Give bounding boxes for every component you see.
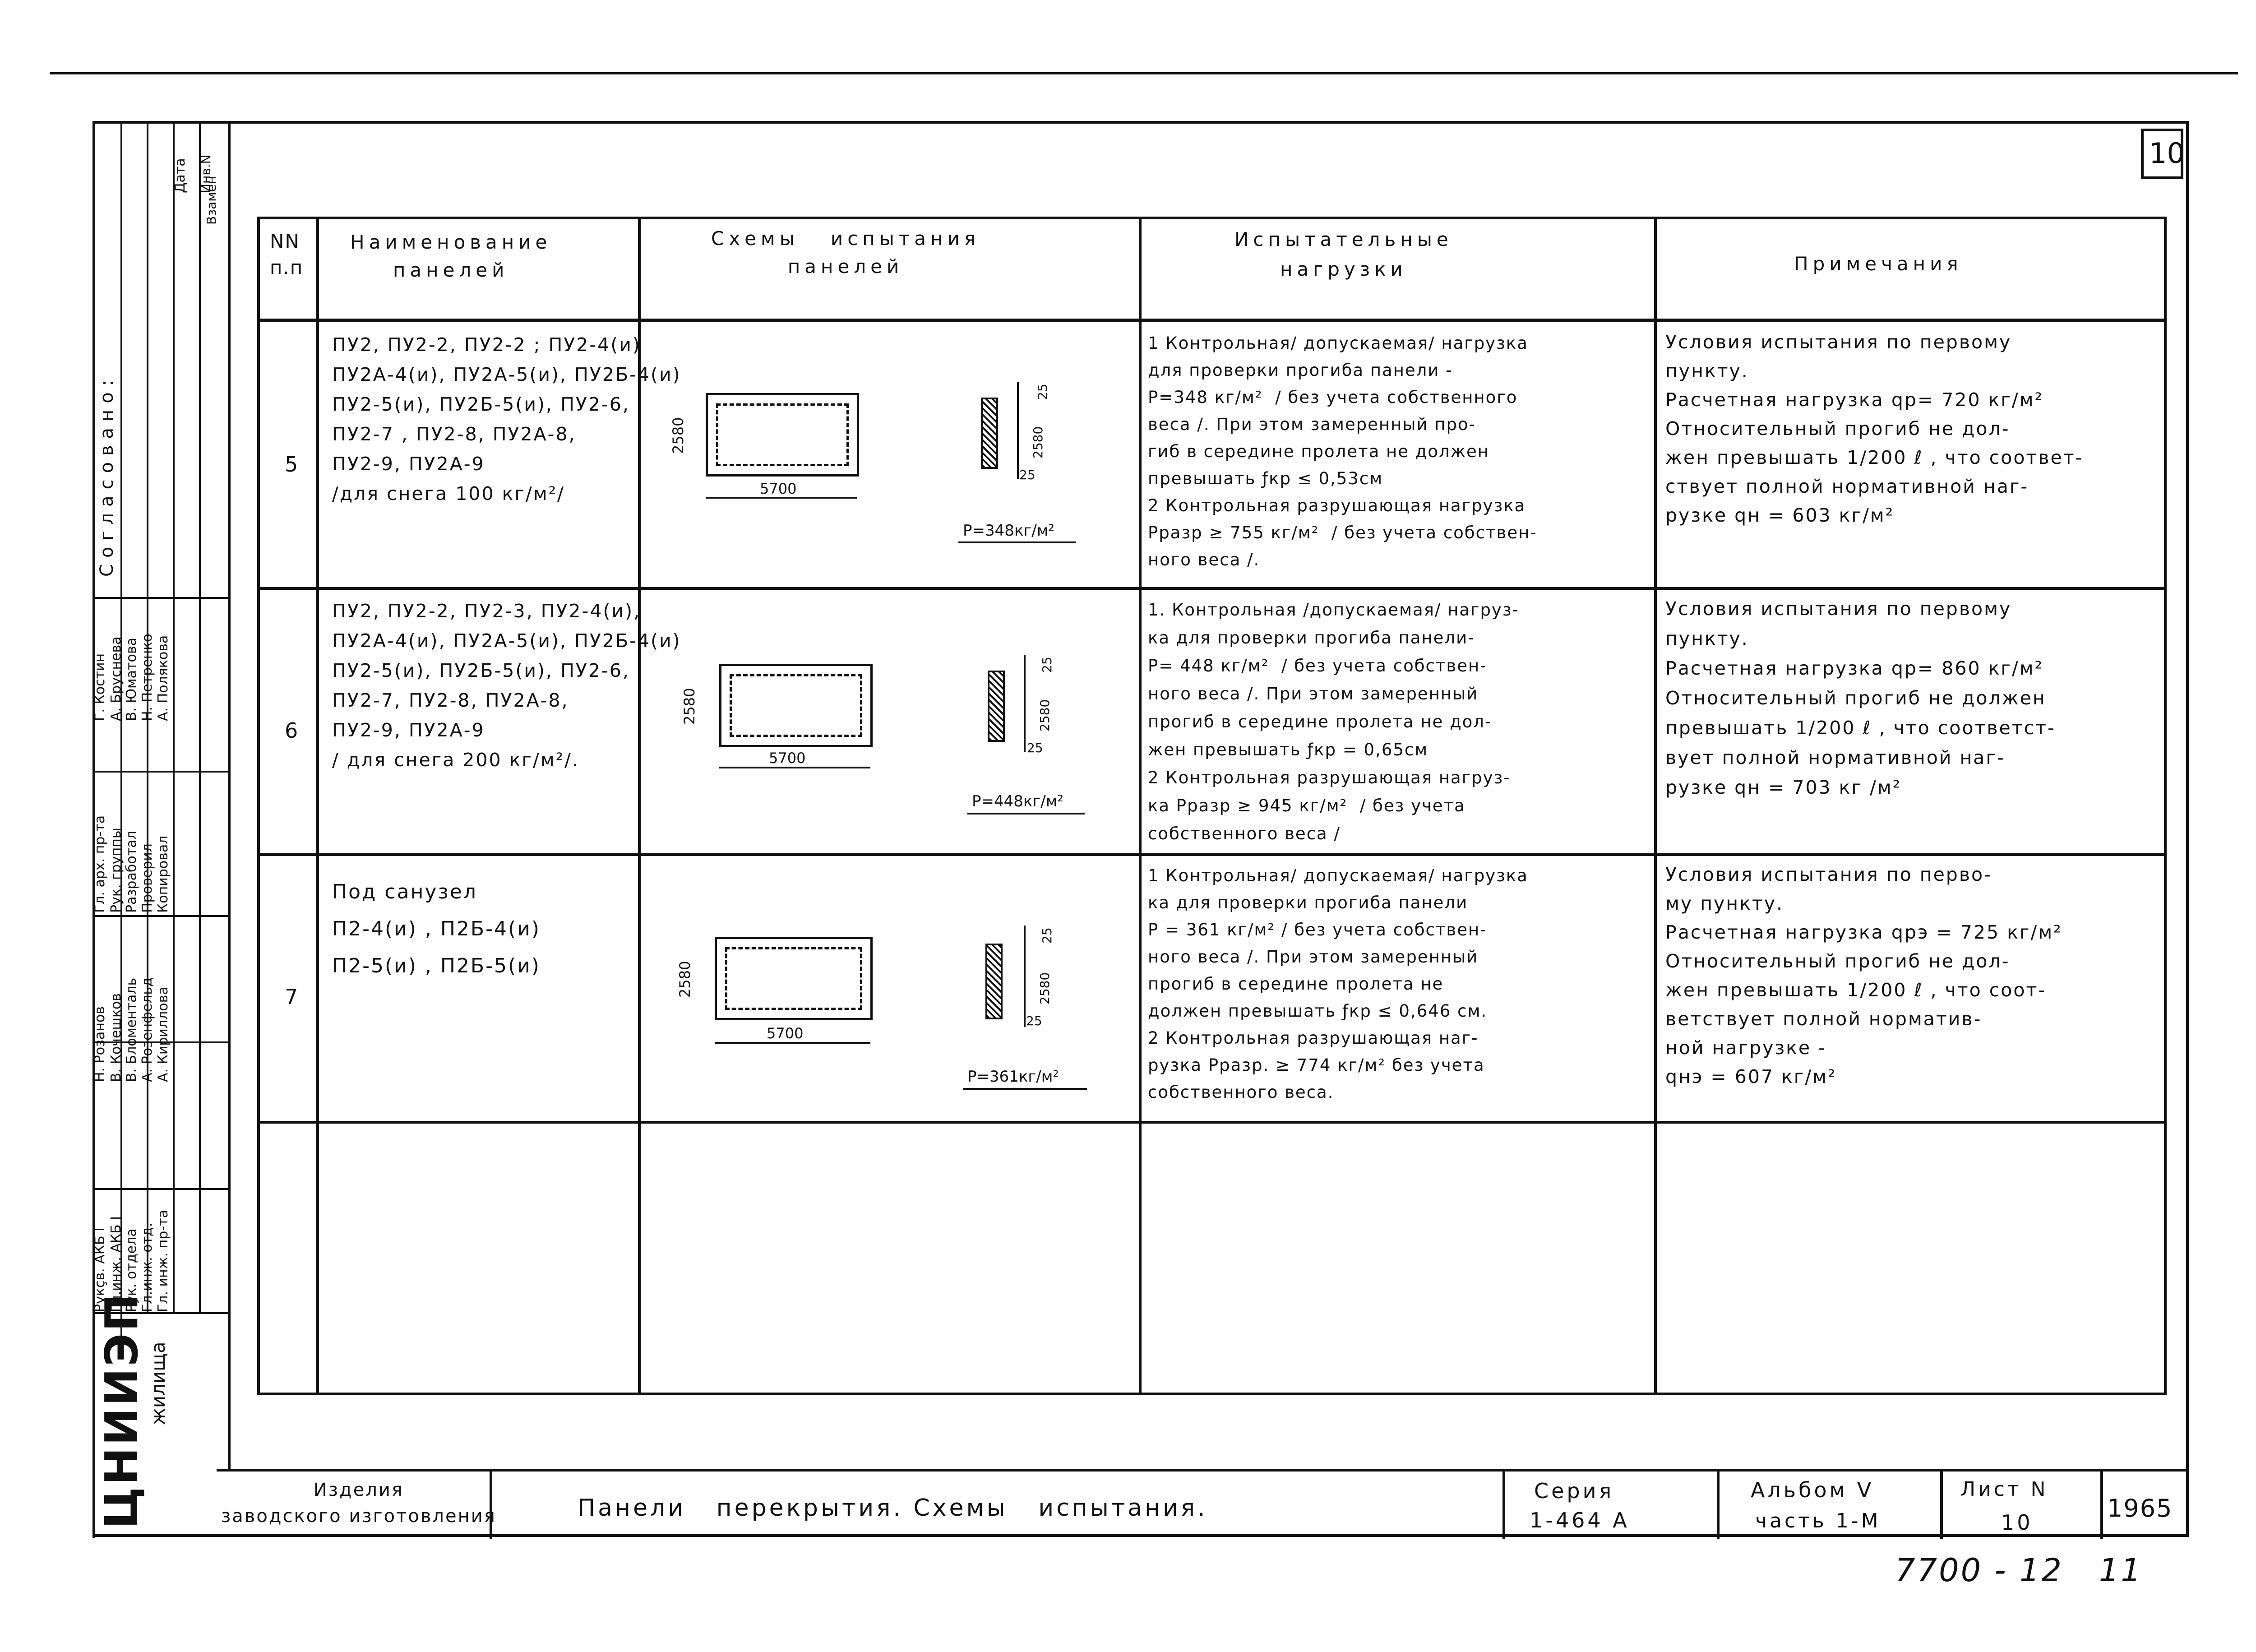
stamp-name2-4: Н. Петренко bbox=[139, 634, 155, 721]
row7-width-line bbox=[715, 1042, 870, 1044]
row5-panel-plan bbox=[706, 393, 859, 477]
stamp-role-4: Гл.инж. отд. bbox=[139, 1222, 155, 1312]
row7-loads: 1 Контрольная/ допускаемая/ нагрузка ка для проверки прогиба панели P = 361 кг/м² / без учета собствен- ного веса /. При этом замеренный прогиб в середине пролета не должен превышать ƒкр ≤ 0,646 см. 2 Контрольная разрушающая наг- рузка Pразр. ≥ 774 кг/м² без учета собственного веса. bbox=[1148, 866, 1528, 1102]
row6-section-dimline bbox=[1024, 655, 1026, 752]
row6-section bbox=[988, 671, 1005, 742]
row5-scheme bbox=[638, 319, 1139, 587]
stamp-inv-label: Инв.N bbox=[199, 154, 213, 193]
header-loads: Испытательные нагрузки bbox=[1234, 228, 1453, 280]
stamp-role2-3: Разработал bbox=[124, 831, 139, 913]
stamp-name-1: Н. Розанов bbox=[92, 1006, 108, 1082]
title-block bbox=[217, 1469, 2188, 1539]
row6-panels: ПУ2, ПУ2-2, ПУ2-3, ПУ2-4(и), ПУ2А-4(и), ПУ2А-5(и), ПУ2Б-4(и) ПУ2-5(и), ПУ2Б-5(и), ПУ2-6, ПУ2-7, ПУ2-8, ПУ2А-8, ПУ2-9, ПУ2А-9 / для снега 200 кг/м²/. bbox=[332, 600, 681, 771]
frame-left-inner bbox=[228, 121, 231, 1470]
tb-series-value: 1-464 А bbox=[1530, 1508, 1630, 1532]
row5-edge-top: 25 bbox=[1035, 384, 1050, 400]
row7-load-line bbox=[963, 1088, 1087, 1090]
row6-load: P=448кг/м² bbox=[972, 792, 1064, 810]
tb-year: 1965 bbox=[2107, 1494, 2173, 1522]
top-border-line bbox=[50, 72, 2238, 74]
row5-width-dim: 5700 bbox=[760, 480, 797, 497]
stamp-replaced-label: Взамен bbox=[204, 176, 219, 225]
row7-depth: 2580 bbox=[1037, 972, 1052, 1004]
row6-loads: 1. Контрольная /допускаемая/ нагруз- ка для проверки прогиба панели- P= 448 кг/м² / без учета собствен- ного веса /. При этом замеренный прогиб в середине пролета не дол- жен превышать ƒкр = 0,65см 2 Контрольная разрушающая нагруз- ка Pразр ≥ 945 кг/м² / без учета собственного веса / bbox=[1148, 600, 1519, 843]
row6-edge-bottom: 25 bbox=[1027, 740, 1043, 755]
stamp-role-5: Гл. инж. пр-та bbox=[155, 1209, 171, 1312]
row6-width-dim: 5700 bbox=[769, 750, 806, 767]
row6-depth: 2580 bbox=[1037, 699, 1052, 731]
row7-panels: Под санузел П2-4(и) , П2Б-4(и) П2-5(и) , П2Б-5(и) bbox=[332, 880, 541, 977]
stamp-role2-4: Проверил bbox=[139, 843, 155, 913]
stamp-col-1 bbox=[120, 121, 122, 1348]
col-line-3 bbox=[1139, 219, 1142, 1393]
tb-sheet-value: 10 bbox=[2001, 1510, 2033, 1535]
row6-scheme bbox=[638, 587, 1139, 853]
stamp-name2-2: А. Бруснева bbox=[108, 636, 124, 721]
row5-height-dim: 2580 bbox=[670, 417, 687, 454]
tb-line-2 bbox=[1502, 1472, 1505, 1539]
stamp-role-1: Рукçв. АКБ I bbox=[92, 1227, 108, 1312]
header-scheme: Схемы испытания панелей bbox=[711, 227, 980, 278]
row7-section bbox=[985, 944, 1003, 1019]
row5-section-dimline bbox=[1017, 382, 1019, 479]
stamp-role2-2: Рук. группы bbox=[108, 828, 124, 913]
stamp-date-label: Дата bbox=[172, 158, 188, 193]
stamp-name2-5: А. Полякова bbox=[155, 635, 171, 721]
stamp-sep-3 bbox=[92, 915, 228, 917]
row7-bottom-line bbox=[260, 1121, 2164, 1124]
row5-depth: 2580 bbox=[1031, 426, 1045, 458]
approval-stamp bbox=[92, 121, 228, 1536]
stamp-sep-5 bbox=[92, 1188, 228, 1190]
row6-width-line bbox=[719, 767, 870, 768]
tb-title: Панели перекрытия. Схемы испытания. bbox=[578, 1495, 1208, 1522]
org-logo: ЦНИИЭП bbox=[95, 1292, 148, 1529]
tb-album-part: часть 1-М bbox=[1755, 1509, 1881, 1532]
row5-panels: ПУ2, ПУ2-2, ПУ2-2 ; ПУ2-4(и) ПУ2А-4(и), ПУ2А-5(и), ПУ2Б-4(и) ПУ2-5(и), ПУ2Б-5(и), ПУ2-6, ПУ2-7 , ПУ2-8, ПУ2А-8, ПУ2-9, ПУ2А-9 /для снега 100 кг/м²/ bbox=[332, 334, 681, 504]
tb-line-5 bbox=[2100, 1472, 2103, 1539]
frame-top bbox=[95, 121, 2188, 124]
stamp-name-2: В. Кочешков bbox=[108, 993, 124, 1082]
stamp-role-2: Гл.инж. АКБ I bbox=[108, 1216, 124, 1312]
tb-series-label: Серия bbox=[1534, 1479, 1614, 1503]
header-name: Наименование панелей bbox=[350, 231, 552, 281]
stamp-name-3: В. Бломенталь bbox=[124, 977, 139, 1082]
row7-load: P=361кг/м² bbox=[967, 1068, 1059, 1086]
row5-loads: 1 Контрольная/ допускаемая/ нагрузка для проверки прогиба панели - P=348 кг/м² / без учета собственного веса /. При этом замеренный про- гиб в середине пролета не должен превышать ƒкр ≤ 0,53см 2 Контрольная разрушающая нагрузка Pразр ≥ 755 кг/м² / без учета собствен- ного веса /. bbox=[1148, 333, 1537, 569]
stamp-role2-1: Гл. арх. пр-та bbox=[92, 815, 108, 913]
tb-category: Изделия заводского изготовления bbox=[221, 1480, 496, 1527]
row6-panel-plan bbox=[719, 664, 873, 747]
row7-panel-plan bbox=[715, 937, 873, 1020]
stamp-name2-3: В. Юматова bbox=[124, 638, 139, 721]
row7-section-dimline bbox=[1024, 925, 1026, 1027]
row6-notes: Условия испытания по первому пункту. Расчетная нагрузка qр= 860 кг/м² Относительный прогиб не должен превышать 1/200 ℓ , что соответст- вует полной нормативной наг- рузке qн = 703 кг /м² bbox=[1665, 598, 2056, 798]
row7-width-dim: 5700 bbox=[767, 1025, 804, 1042]
stamp-agreed: Согласовано: bbox=[97, 373, 117, 577]
bottom-code: 7700 - 12 11 bbox=[1895, 1552, 2143, 1589]
stamp-name-4: А. Розенфельд bbox=[139, 977, 155, 1082]
page-number: 10 bbox=[2149, 137, 2185, 170]
row5-bottom-line bbox=[260, 587, 2164, 590]
stamp-sep-1 bbox=[92, 597, 228, 599]
header-num: NN п.п bbox=[270, 230, 304, 278]
row5-notes: Условия испытания по первому пункту. Расчетная нагрузка qр= 720 кг/м² Относительный прогиб не дол- жен превышать 1/200 ℓ , что соответ- ствует полной нормативной наг- рузке qн = 603 кг/м² bbox=[1665, 331, 2084, 526]
row5-number: 5 bbox=[285, 452, 298, 477]
row7-number: 7 bbox=[285, 985, 298, 1009]
stamp-col-3 bbox=[173, 121, 175, 1312]
row6-bottom-line bbox=[260, 853, 2164, 856]
stamp-sep-2 bbox=[92, 771, 228, 773]
row6-load-line bbox=[967, 813, 1085, 814]
col-line-1 bbox=[316, 219, 319, 1393]
col-line-4 bbox=[1654, 219, 1657, 1393]
row7-scheme bbox=[638, 853, 1139, 1121]
frame-right bbox=[2186, 121, 2189, 1536]
header-notes: Примечания bbox=[1794, 253, 1963, 275]
row6-height-dim: 2580 bbox=[681, 688, 698, 725]
row7-notes: Условия испытания по перво- му пункту. Расчетная нагрузка qрэ = 725 кг/м² Относительный прогиб не дол- жен превышать 1/200 ℓ , что соот- ветствует полной норматив- ной нагрузке - qнэ = 607 кг/м² bbox=[1665, 864, 2062, 1087]
row7-height-dim: 2580 bbox=[676, 961, 693, 998]
tb-sheet-label: Лист N bbox=[1960, 1478, 2048, 1501]
stamp-role-3: Рук. отдела bbox=[124, 1228, 139, 1312]
header-bottom-line bbox=[260, 319, 2164, 322]
row6-number: 6 bbox=[285, 718, 298, 743]
stamp-role2-5: Копировал bbox=[155, 835, 171, 913]
stamp-name2-1: Г. Костин bbox=[92, 653, 108, 721]
test-table bbox=[257, 217, 2167, 1395]
row5-edge-bottom: 25 bbox=[1019, 467, 1036, 482]
row7-edge-bottom: 25 bbox=[1026, 1013, 1042, 1028]
tb-album-label: Альбом V bbox=[1751, 1478, 1874, 1502]
stamp-name-5: А. Кириллова bbox=[155, 986, 171, 1082]
row5-width-line bbox=[706, 497, 857, 499]
row5-load: P=348кг/м² bbox=[963, 522, 1055, 540]
stamp-col-4 bbox=[199, 121, 201, 1312]
row5-section bbox=[981, 398, 998, 469]
org-subtitle: жилища bbox=[147, 1342, 169, 1425]
row5-load-line bbox=[958, 541, 1076, 543]
page-number-box bbox=[2141, 129, 2183, 179]
row7-edge-top: 25 bbox=[1040, 927, 1054, 944]
tb-line-4 bbox=[1940, 1472, 1943, 1539]
tb-line-3 bbox=[1717, 1472, 1720, 1539]
row6-edge-top: 25 bbox=[1040, 657, 1054, 673]
